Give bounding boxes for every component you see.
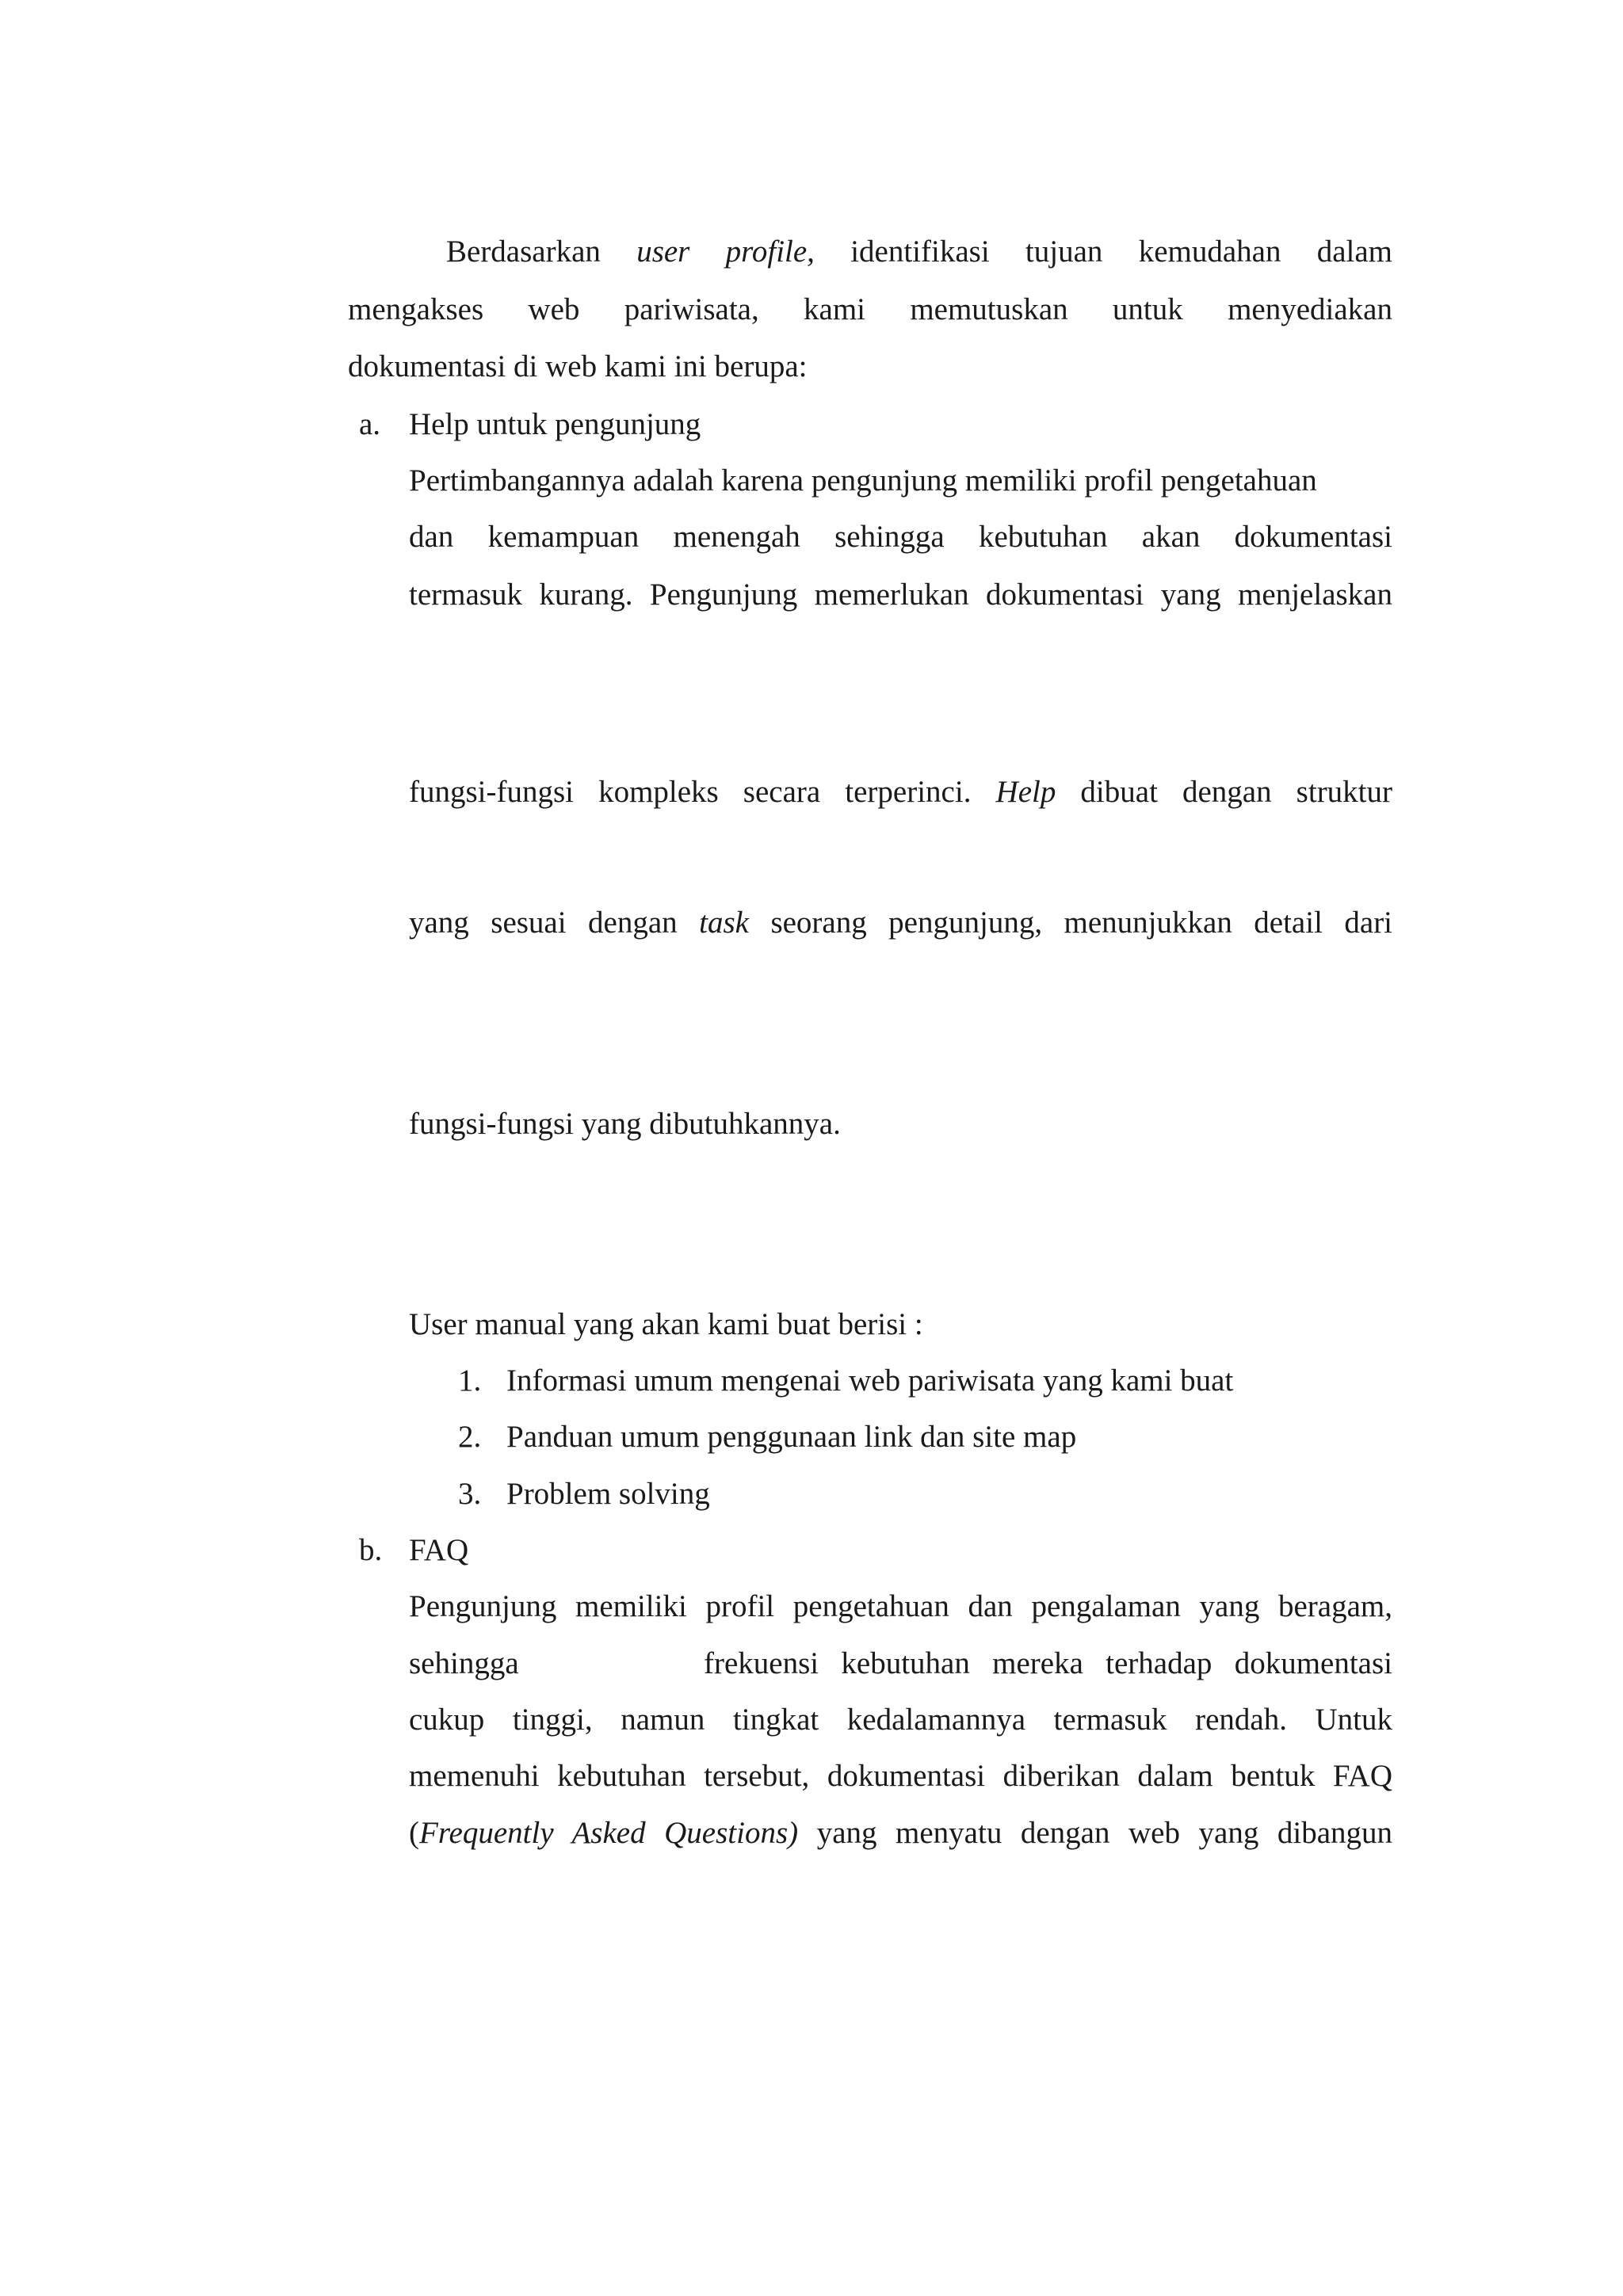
item-b-title: FAQ bbox=[409, 1533, 469, 1567]
list-marker-b: b. bbox=[359, 1533, 383, 1567]
item-a-line-4: fungsi-fungsi kompleks secara terperinci. Help dibuat dengan struktur bbox=[409, 775, 1392, 809]
item-b-line-3: cukup tinggi, namun tingkat kedalamannya termasuk rendah. Untuk bbox=[409, 1703, 1392, 1737]
manual-item-number: 3. bbox=[458, 1477, 482, 1511]
intro-line-2: mengakses web pariwisata, kami memutuskan untuk menyediakan bbox=[348, 292, 1392, 326]
manual-item: Informasi umum mengenai web pariwisata yang kami buat bbox=[506, 1363, 1234, 1398]
manual-item-number: 2. bbox=[458, 1420, 482, 1454]
manual-item: Panduan umum penggunaan link dan site map bbox=[506, 1420, 1077, 1454]
intro-line-3: dokumentasi di web kami ini berupa: bbox=[348, 349, 808, 383]
item-b-line-1: Pengunjung memiliki profil pengetahuan dan pengalaman yang beragam, bbox=[409, 1589, 1392, 1623]
item-a-line-6: fungsi-fungsi yang dibutuhkannya. bbox=[409, 1107, 841, 1141]
item-a-line-3: termasuk kurang. Pengunjung memerlukan dokumentasi yang menjelaskan bbox=[409, 578, 1392, 612]
item-b-line-4: memenuhi kebutuhan tersebut, dokumentasi diberikan dalam bentuk FAQ bbox=[409, 1759, 1392, 1793]
intro-line-1: Berdasarkan user profile, identifikasi tujuan kemudahan dalam bbox=[446, 235, 1393, 269]
item-a-line-1: Pertimbangannya adalah karena pengunjung memiliki profil pengetahuan bbox=[409, 463, 1317, 498]
item-b-line-2b: frekuensi kebutuhan mereka terhadap dokumentasi bbox=[704, 1646, 1392, 1680]
item-b-line-2a: sehingga bbox=[409, 1646, 519, 1680]
item-a-title: Help untuk pengunjung bbox=[409, 407, 701, 441]
item-b-line-5: (Frequently Asked Questions) yang menyatu dengan web yang dibangun bbox=[409, 1816, 1393, 1850]
list-marker-a: a. bbox=[359, 407, 381, 441]
item-a-line-2: dan kemampuan menengah sehingga kebutuhan akan dokumentasi bbox=[409, 520, 1392, 554]
item-a-line-5: yang sesuai dengan task seorang pengunjung, menunjukkan detail dari bbox=[409, 906, 1393, 940]
manual-intro: User manual yang akan kami buat berisi : bbox=[409, 1307, 923, 1341]
manual-item: Problem solving bbox=[506, 1477, 710, 1511]
manual-item-number: 1. bbox=[458, 1363, 482, 1398]
